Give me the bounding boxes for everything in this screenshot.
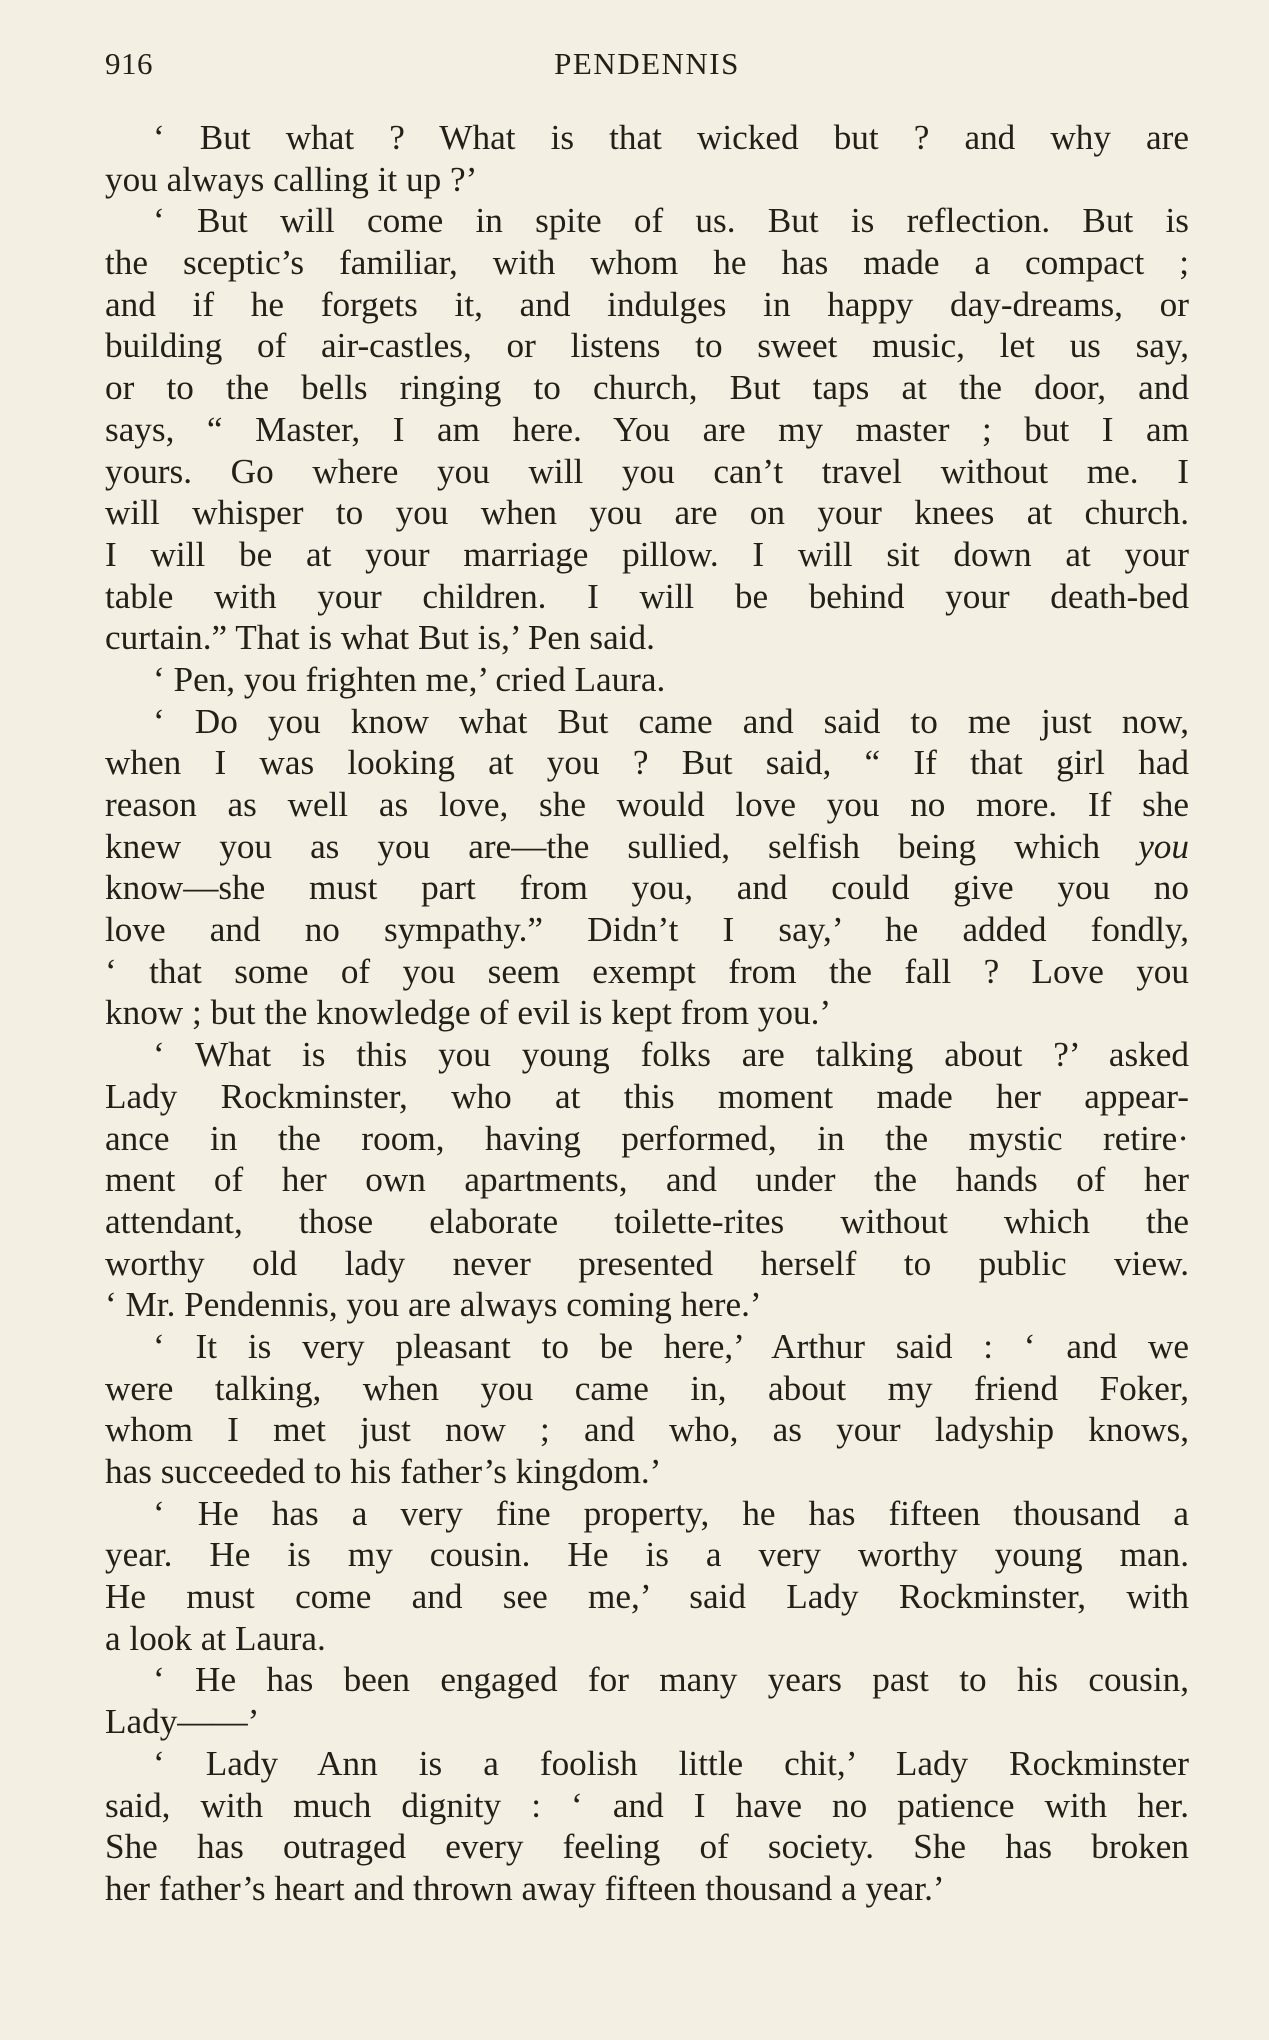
text-line: worthy old lady never presented herself to public view. (105, 1243, 1189, 1283)
text-line: Lady Rockminster, who at this moment made her appear- (105, 1076, 1189, 1116)
text-line: ‘ It is very pleasant to be here,’ Arthur said : ‘ and we (153, 1326, 1189, 1366)
text-line: ‘ But will come in spite of us. But is reflection. But is (153, 201, 1189, 241)
body-text (105, 117, 1189, 1910)
page-number: 916 (105, 46, 153, 81)
text-line: ‘ Lady Ann is a foolish little chit,’ Lady Rockminster (153, 1743, 1189, 1783)
text-line: the sceptic’s familiar, with whom he has made a compact ; (105, 243, 1189, 283)
text-line: attendant, those elaborate toilette-rites without which the (105, 1201, 1189, 1241)
text-line: know—she must part from you, and could give you no (105, 868, 1189, 908)
text-line: has succeeded to his father’s kingdom.’ (105, 1452, 662, 1491)
text-line: you always calling it up ?’ (105, 159, 478, 199)
text-line: whom I met just now ; and who, as your ladyship knows, (105, 1410, 1189, 1450)
text-line: a look at Laura. (105, 1618, 326, 1658)
page-header (105, 42, 1189, 86)
text-line: when I was looking at you ? But said, “ If that girl had (105, 743, 1189, 783)
text-line: ‘ Mr. Pendennis, you are always coming here.’ (105, 1285, 762, 1325)
text-line: table with your children. I will be behind your death-bed (105, 576, 1189, 616)
text-line: year. He is my cousin. He is a very worthy young man. (105, 1535, 1189, 1575)
running-title: PENDENNIS (554, 46, 740, 81)
text-line: ‘ He has a very fine property, he has fifteen thousand a (153, 1493, 1189, 1533)
text-line: and if he forgets it, and indulges in happy day-dreams, or (105, 284, 1189, 324)
text-line: love and no sympathy.” Didn’t I say,’ he added fondly, (105, 910, 1189, 950)
text-line: or to the bells ringing to church, But taps at the door, and (105, 368, 1189, 408)
text-line: Lady——’ (105, 1702, 260, 1742)
text-line: ‘ that some of you seem exempt from the fall ? Love you (105, 951, 1189, 991)
text-line (105, 826, 1189, 868)
text-line: ‘ What is this you young folks are talking about ?’ asked (153, 1035, 1189, 1075)
text-line: ‘ Pen, you frighten me,’ cried Laura. (153, 659, 666, 699)
text-line: She has outraged every feeling of society. She has broken (105, 1827, 1189, 1867)
text-line: He must come and see me,’ said Lady Rockminster, with (105, 1577, 1189, 1617)
text-line: says, “ Master, I am here. You are my master ; but I am (105, 409, 1189, 449)
text-line: ‘ But what ? What is that wicked but ? and why are (153, 118, 1189, 157)
text-line: ment of her own apartments, and under the hands of her (105, 1160, 1189, 1200)
text-line: ance in the room, having performed, in the mystic retire· (105, 1118, 1189, 1158)
text-segment: knew you as you are—the sullied, selfish being which (105, 826, 1139, 866)
text-line: ‘ He has been engaged for many years past to his cousin, (153, 1660, 1189, 1700)
text-line: her father’s heart and thrown away fifteen thousand a year.’ (105, 1868, 945, 1908)
text-line: building of air-castles, or listens to sweet music, let us say, (105, 326, 1189, 366)
text-line: said, with much dignity : ‘ and I have no patience with her. (105, 1785, 1189, 1825)
italic-word: you (1138, 826, 1189, 866)
text-line: I will be at your marriage pillow. I will sit down at your (105, 534, 1189, 574)
text-line: yours. Go where you will you can’t travel without me. I (105, 451, 1189, 491)
text-line: will whisper to you when you are on your knees at church. (105, 493, 1189, 533)
text-line: were talking, when you came in, about my friend Foker, (105, 1368, 1189, 1408)
text-line: know ; but the knowledge of evil is kept from you.’ (105, 993, 832, 1033)
text-line: reason as well as love, she would love you no more. If she (105, 785, 1189, 824)
text-line: curtain.” That is what But is,’ Pen said. (105, 618, 655, 658)
text-line: ‘ Do you know what But came and said to me just now, (153, 701, 1189, 741)
